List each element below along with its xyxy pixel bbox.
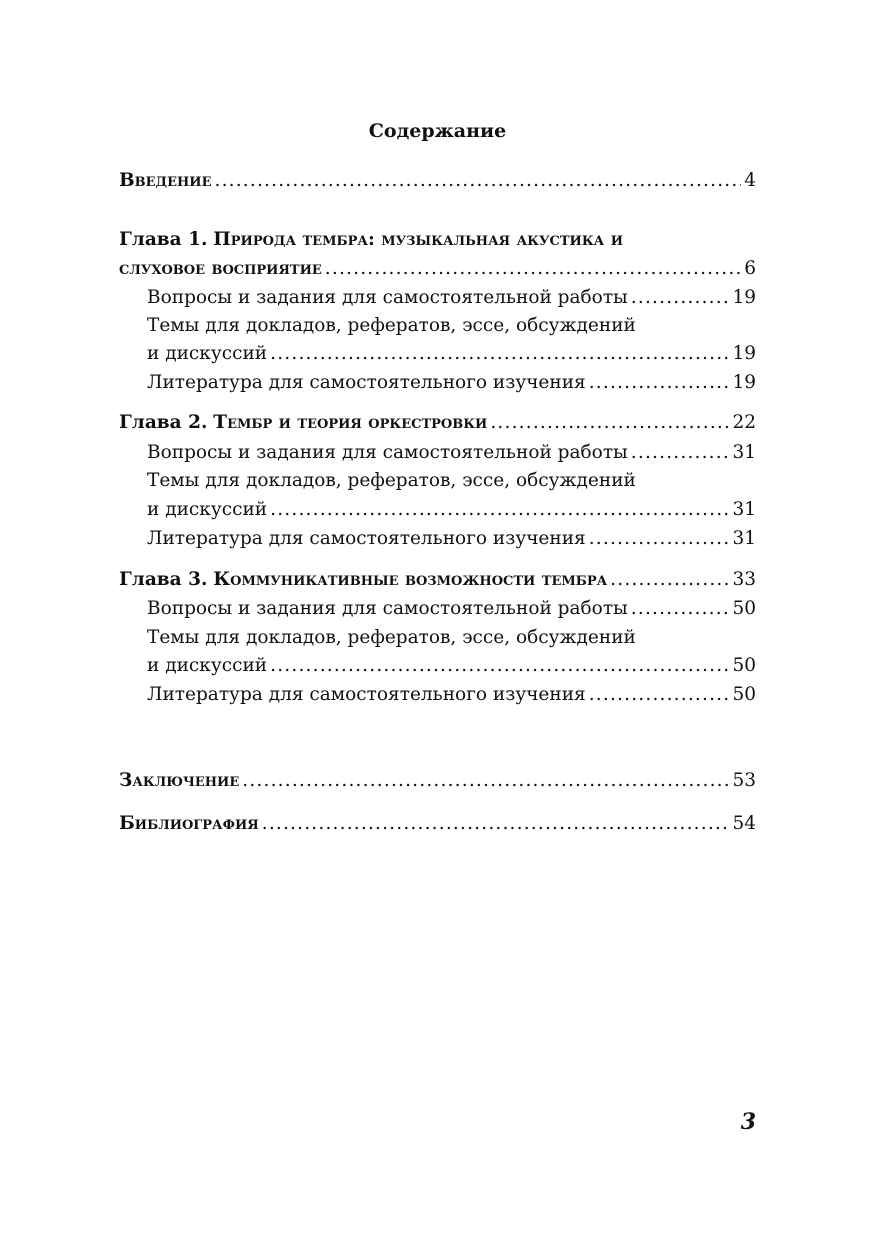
- chapter-prefix: Глава 2.: [119, 412, 208, 433]
- toc-page-number: 31: [732, 528, 756, 549]
- leader-dots: [589, 526, 730, 552]
- toc-page-number: 19: [732, 287, 756, 308]
- toc-subentry[interactable]: [147, 526, 756, 552]
- leader-dots: [214, 168, 741, 194]
- toc-entry-chapter1[interactable]: [119, 256, 756, 282]
- leader-dots: [325, 256, 741, 282]
- toc-entry-label: Вопросы и задания для самостоятельной работы: [147, 287, 628, 308]
- chapter-prefix: Глава 3.: [119, 569, 208, 590]
- toc-page-number: 19: [732, 343, 756, 364]
- toc-page-number: 31: [732, 499, 756, 520]
- toc-entry-label: и дискуссий: [147, 655, 268, 676]
- chapter-title: Природа тембра: музыкальная акустика и: [213, 229, 623, 250]
- toc-subentry-line1[interactable]: Темы для докладов, рефератов, эссе, обсуждений: [147, 315, 636, 336]
- leader-dots: [242, 768, 729, 794]
- toc-entry-label: Литература для самостоятельного изучения: [147, 528, 586, 549]
- toc-entry-label: Заключение: [119, 770, 240, 791]
- leader-dots: [490, 410, 729, 436]
- toc-page-number: 19: [732, 372, 756, 393]
- leader-dots: [610, 567, 729, 593]
- toc-page-number: 50: [732, 655, 756, 676]
- toc-subentry[interactable]: [147, 440, 756, 466]
- toc-page-number: 4: [744, 170, 756, 191]
- toc-page-number: 50: [732, 598, 756, 619]
- toc-page-number: 22: [732, 412, 756, 433]
- toc-page-number: 53: [732, 770, 756, 791]
- toc-subentry[interactable]: [147, 285, 756, 311]
- toc-subentry[interactable]: [147, 497, 756, 523]
- leader-dots: [270, 341, 729, 367]
- toc-subentry-line1[interactable]: Темы для докладов, рефератов, эссе, обсуждений: [147, 627, 636, 648]
- toc-entry-conclusion[interactable]: [119, 768, 756, 794]
- toc-entry-label: Литература для самостоятельного изучения: [147, 372, 586, 393]
- leader-dots: [631, 440, 730, 466]
- toc-page-number: 33: [732, 569, 756, 590]
- toc-entry-chapter1-line1[interactable]: [119, 227, 623, 253]
- toc-entry-label: Введение: [119, 170, 212, 191]
- toc-subentry[interactable]: [147, 653, 756, 679]
- toc-subentry-line1[interactable]: Темы для докладов, рефератов, эссе, обсуждений: [147, 470, 636, 491]
- toc-subentry[interactable]: [147, 596, 756, 622]
- toc-page-number: 31: [732, 442, 756, 463]
- chapter-title: Тембр и теория оркестровки: [213, 412, 488, 433]
- leader-dots: [262, 811, 730, 837]
- toc-entry-chapter2[interactable]: [119, 410, 756, 436]
- toc-page-number: 6: [744, 258, 756, 279]
- toc-subentry[interactable]: [147, 341, 756, 367]
- toc-entry-chapter3[interactable]: [119, 567, 756, 593]
- page-number: 3: [740, 1109, 756, 1135]
- toc-entry-label: Библиография: [119, 813, 259, 834]
- leader-dots: [270, 497, 729, 523]
- chapter-title: Коммуникативные возможности тембра: [213, 569, 608, 590]
- toc-entry-label: и дискуссий: [147, 343, 268, 364]
- leader-dots: [631, 596, 730, 622]
- toc-entry-label: Литература для самостоятельного изучения: [147, 684, 586, 705]
- toc-page-number: 54: [732, 813, 756, 834]
- leader-dots: [589, 370, 730, 396]
- toc-entry-intro[interactable]: [119, 168, 756, 194]
- leader-dots: [589, 682, 730, 708]
- toc-page-number: 50: [732, 684, 756, 705]
- page-title: Содержание: [368, 120, 507, 142]
- toc-subentry[interactable]: [147, 682, 756, 708]
- toc-subentry[interactable]: [147, 370, 756, 396]
- toc-entry-bibliography[interactable]: [119, 811, 756, 837]
- toc-entry-label: и дискуссий: [147, 499, 268, 520]
- toc-entry-label: Вопросы и задания для самостоятельной работы: [147, 598, 628, 619]
- chapter-prefix: Глава 1.: [119, 229, 208, 250]
- leader-dots: [270, 653, 729, 679]
- toc-entry-label: Вопросы и задания для самостоятельной работы: [147, 442, 628, 463]
- chapter-title-continued: слуховое восприятие: [119, 258, 322, 279]
- leader-dots: [631, 285, 730, 311]
